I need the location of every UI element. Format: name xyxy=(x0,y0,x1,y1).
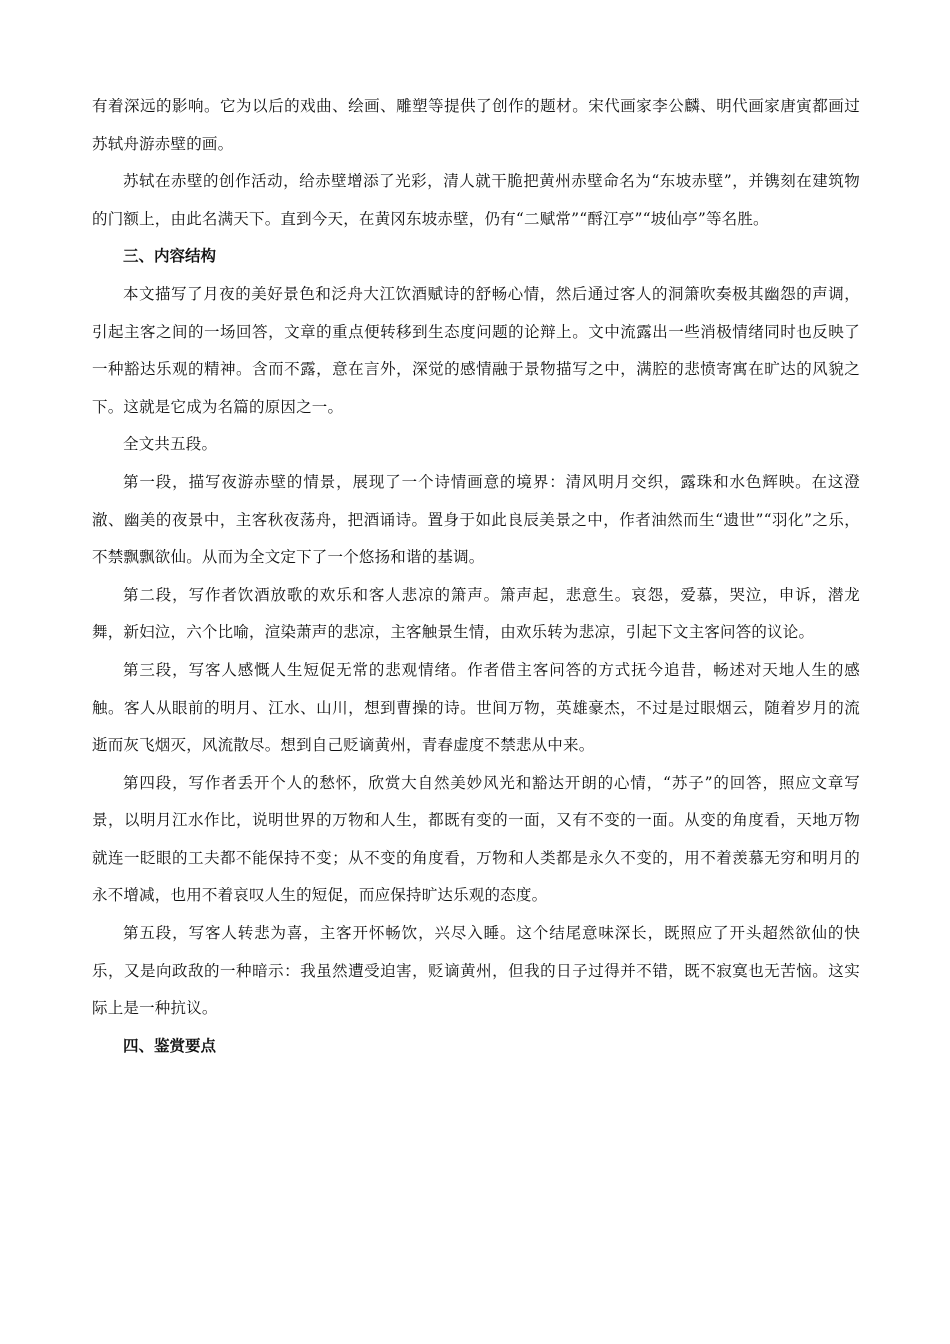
section-heading-content-structure: 三、内容结构 xyxy=(123,247,217,266)
paragraph-section-five: 第五段，写客人转悲为喜，主客开怀畅饮，兴尽入睡。这个结尾意味深长，既照应了开头超然欲仙的快乐，又是向政敌的一种暗示：我虽然遭受迫害，贬谪黄州，但我的日子过得并不错，既不寂寞也无苦恼。这实际上是一种抗议。 xyxy=(92,924,860,1018)
paragraph-dongpo-chibi: 苏轼在赤壁的创作活动，给赤壁增添了光彩，清人就干脆把黄州赤壁命名为“东坡赤壁”，并镌刻在建筑物的门额上，由此名满天下。直到今天，在黄冈东坡赤壁，仍有“二赋常”“酹江亭”“坡仙亭”等名胜。 xyxy=(92,172,860,228)
document-page xyxy=(92,88,860,1065)
paragraph-section-one: 第一段，描写夜游赤壁的情景，展现了一个诗情画意的境界：清风明月交织，露珠和水色辉映。在这澄澈、幽美的夜景中，主客秋夜荡舟，把酒诵诗。置身于如此良辰美景之中，作者油然而生“遗世”“羽化”之乐，不禁飘飘欲仙。从而为全文定下了一个悠扬和谐的基调。 xyxy=(92,472,860,567)
paragraph-section-four: 第四段，写作者丢开个人的愁怀，欣赏大自然美妙风光和豁达开朗的心情，“苏子”的回答，照应文章写景，以明月江水作比，说明世界的万物和人生，都既有变的一面，又有不变的一面。从变的角度看，天地万物就连一眨眼的工夫都不能保持不变；从不变的角度看，万物和人类都是永久不变的，用不着羡慕无穷和明月的永不增减，也用不着哀叹人生的短促，而应保持旷达乐观的态度。 xyxy=(92,773,860,905)
paragraph-section-two: 第二段，写作者饮酒放歌的欢乐和客人悲凉的箫声。箫声起，悲意生。哀怨，爱慕，哭泣，申诉，潜龙舞，新妇泣，六个比喻，渲染萧声的悲凉，主客触景生情，由欢乐转为悲凉，引起下文主客问答的议论。 xyxy=(92,585,860,642)
paragraph-summary: 本文描写了月夜的美好景色和泛舟大江饮酒赋诗的舒畅心情，然后通过客人的洞箫吹奏极其幽怨的声调，引起主客之间的一场回答，文章的重点便转移到生态度问题的论辩上。文中流露出一些消极情绪同时也反映了一种豁达乐观的精神。含而不露，意在言外，深觉的感情融于景物描写之中，满腔的悲愤寄寓在旷达的风貌之下。这就是它成为名篇的原因之一。 xyxy=(92,284,860,416)
section-heading-appreciation: 四、鉴赏要点 xyxy=(123,1036,217,1055)
paragraph-section-three: 第三段，写客人感慨人生短促无常的悲观情绪。作者借主客问答的方式抚今追昔，畅述对天地人生的感触。客人从眼前的明月、江水、山川，想到曹操的诗。世间万物，英雄豪杰，不过是过眼烟云，随着岁月的流逝而灰飞烟灭，风流散尽。想到自己贬谪黄州，青春虚度不禁悲从中来。 xyxy=(92,660,860,755)
paragraph-influence: 有着深远的影响。它为以后的戏曲、绘画、雕塑等提供了创作的题材。宋代画家李公麟、明代画家唐寅都画过苏轼舟游赤壁的画。 xyxy=(92,97,860,153)
paragraph-five-sections: 全文共五段。 xyxy=(123,435,218,454)
